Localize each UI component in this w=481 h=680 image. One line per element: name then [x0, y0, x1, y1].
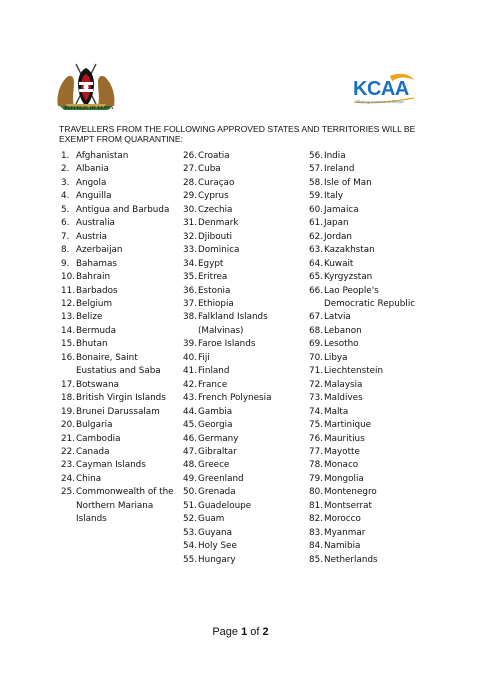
list-item-number: 31.: [183, 218, 197, 229]
list-item-number: 13.: [61, 312, 75, 323]
list-item: [61, 325, 179, 338]
list-item: [309, 352, 419, 365]
list-item-number: 17.: [61, 379, 75, 390]
list-item-country: Denmark: [198, 218, 239, 229]
list-item: [61, 244, 179, 257]
list-item-number: 35.: [183, 272, 197, 283]
list-item: [309, 258, 419, 271]
list-item-country: Greenland: [198, 473, 244, 484]
list-item-number: 5.: [61, 204, 70, 215]
list-item-number: 85.: [309, 554, 323, 565]
list-item: [61, 231, 179, 244]
list-item: [183, 231, 303, 244]
list-item-number: 29.: [183, 191, 197, 202]
list-item: [61, 419, 179, 432]
list-item: [61, 298, 179, 311]
list-item-number: 42.: [183, 379, 197, 390]
list-item-country: British Virgin Islands: [76, 393, 166, 404]
list-item: [309, 527, 419, 540]
list-item-number: 61.: [309, 218, 323, 229]
list-item-country: Japan: [324, 218, 349, 229]
list-item: [309, 325, 419, 338]
list-item-country: France: [198, 379, 228, 390]
list-item: [309, 231, 419, 244]
list-item-country: Croatia: [198, 151, 230, 161]
list-item-number: 54.: [183, 541, 197, 552]
list-item-number: 47.: [183, 446, 197, 457]
list-item-country: French Polynesia: [198, 393, 272, 404]
list-item-number: 30.: [183, 204, 197, 215]
list-item: [183, 513, 303, 526]
list-item: [183, 446, 303, 459]
list-item: [183, 177, 303, 190]
list-item: [309, 392, 419, 405]
list-item-number: 18.: [61, 393, 75, 404]
list-item-number: 28.: [183, 177, 197, 188]
list-item-number: 33.: [183, 245, 197, 256]
list-item-number: 64.: [309, 258, 323, 269]
list-item-number: 74.: [309, 406, 323, 417]
list-item: [309, 513, 419, 526]
list-item-number: 25.: [61, 487, 75, 498]
list-item-country: Bulgaria: [76, 420, 113, 431]
list-item: [183, 433, 303, 446]
list-item-number: 39.: [183, 339, 197, 350]
list-item: [309, 406, 419, 419]
list-item-country: Estonia: [198, 285, 231, 296]
list-item-country: Ireland: [324, 164, 355, 175]
list-item-number: 38.: [183, 312, 197, 323]
list-item: [183, 540, 303, 553]
list-item-number: 69.: [309, 339, 323, 350]
list-item-number: 32.: [183, 231, 197, 242]
list-item: [61, 379, 179, 392]
list-item-country: China: [76, 473, 102, 484]
list-item: [183, 217, 303, 230]
list-item-country: Afghanistan: [76, 151, 129, 161]
list-item-country: Guadeloupe: [198, 500, 252, 511]
list-item: [61, 258, 179, 271]
list-item-number: 20.: [61, 420, 75, 431]
list-item-country: Anguilla: [76, 191, 112, 202]
list-item-country: Albania: [76, 164, 109, 175]
list-item-country: Dominica: [198, 245, 240, 256]
list-item: [309, 338, 419, 351]
list-item-number: 26.: [183, 151, 197, 161]
list-item-number: 8.: [61, 245, 70, 256]
list-item-country: Guyana: [198, 527, 232, 538]
list-item-number: 60.: [309, 204, 323, 215]
list-item-country: Lao People's Democratic Republic: [324, 285, 416, 309]
list-item-country: Finland: [198, 366, 230, 377]
page-prefix: Page: [212, 626, 242, 638]
list-item: [61, 473, 179, 486]
list-item: [183, 365, 303, 378]
list-item-number: 16.: [61, 352, 75, 363]
list-item-country: Guam: [198, 514, 225, 525]
list-item-number: 79.: [309, 473, 323, 484]
list-item-country: Liechtenstein: [324, 366, 384, 377]
list-item-number: 10.: [61, 272, 75, 283]
list-item: [183, 352, 303, 365]
list-item-number: 56.: [309, 151, 323, 161]
list-item: [309, 500, 419, 513]
list-item-country: Faroe Islands: [198, 339, 256, 350]
list-item-number: 53.: [183, 527, 197, 538]
list-item-number: 43.: [183, 393, 197, 404]
list-item: [183, 311, 303, 338]
list-item-number: 9.: [61, 258, 70, 269]
country-column-2: [183, 150, 303, 567]
page-total: 2: [262, 626, 269, 638]
list-item: [309, 150, 419, 163]
list-item-number: 59.: [309, 191, 323, 202]
list-item-country: Netherlands: [324, 554, 378, 565]
list-item: [183, 459, 303, 472]
list-item-number: 77.: [309, 446, 323, 457]
list-item: [61, 406, 179, 419]
list-item-number: 23.: [61, 460, 75, 471]
list-item-country: Gibraltar: [198, 446, 237, 457]
document-heading: TRAVELLERS FROM THE FOLLOWING APPROVED STATES AND TERRITORIES WILL BE EXEMPT FROM QUARANTINE:: [59, 124, 416, 145]
list-item-country: Gambia: [198, 406, 233, 417]
list-item-number: 82.: [309, 514, 323, 525]
list-item-number: 58.: [309, 177, 323, 188]
list-item-number: 14.: [61, 325, 75, 336]
list-item-number: 37.: [183, 298, 197, 309]
list-item-country: Montserrat: [324, 500, 372, 511]
list-item-number: 49.: [183, 473, 197, 484]
list-item-country: Australia: [76, 218, 115, 229]
list-item-country: Libya: [324, 352, 348, 363]
list-item-number: 70.: [309, 352, 323, 363]
list-item-number: 50.: [183, 487, 197, 498]
list-item-country: Austria: [76, 231, 108, 242]
list-item: [183, 406, 303, 419]
list-item: [309, 163, 419, 176]
list-item: [309, 177, 419, 190]
list-item: [309, 244, 419, 257]
list-item-country: Belize: [76, 312, 103, 323]
list-item: [183, 419, 303, 432]
list-item-number: 71.: [309, 366, 323, 377]
list-item-number: 40.: [183, 352, 197, 363]
list-item: [183, 379, 303, 392]
list-item-country: Latvia: [324, 312, 351, 323]
list-item: [61, 311, 179, 324]
list-item-country: Djibouti: [198, 231, 233, 242]
coat-of-arms-caption: REPUBLIC OF KENYA: [64, 105, 114, 110]
list-item-number: 63.: [309, 245, 323, 256]
list-item-country: Cambodia: [76, 433, 121, 444]
list-item: [309, 486, 419, 499]
list-item: [309, 554, 419, 567]
list-item: [183, 258, 303, 271]
list-item-country: Italy: [324, 191, 344, 202]
page-number: [0, 626, 481, 638]
list-item: [183, 163, 303, 176]
list-item: [309, 540, 419, 553]
list-item-number: 2.: [61, 164, 70, 175]
list-item-number: 27.: [183, 164, 197, 175]
list-item: [61, 271, 179, 284]
list-item-country: Ethiopia: [198, 298, 234, 309]
list-item: [61, 150, 179, 163]
kcaa-tagline: Making aviation in Kenya: [356, 99, 404, 104]
list-item-country: Holy See: [198, 541, 237, 552]
kcaa-logo-text: KCAA: [353, 78, 409, 100]
list-item-country: Isle of Man: [324, 177, 372, 188]
list-item-country: Cuba: [198, 164, 221, 175]
list-item: [61, 392, 179, 405]
list-item-country: Egypt: [198, 258, 224, 269]
list-item-country: Grenada: [198, 487, 236, 498]
list-item-country: Malta: [324, 406, 349, 417]
list-item-country: Montenegro: [324, 487, 377, 498]
list-item-country: Malaysia: [324, 379, 363, 390]
list-item-country: Fiji: [198, 352, 210, 363]
list-item: [61, 163, 179, 176]
list-item: [61, 285, 179, 298]
list-item-number: 41.: [183, 366, 197, 377]
list-item-country: Kyrgyzstan: [324, 272, 373, 283]
list-item: [309, 379, 419, 392]
list-item-country: Antigua and Barbuda: [76, 204, 170, 215]
list-item: [183, 285, 303, 298]
list-item: [309, 271, 419, 284]
list-item: [183, 473, 303, 486]
list-item-country: Canada: [76, 446, 110, 457]
list-item-number: 1.: [61, 151, 70, 161]
list-item-country: Mayotte: [324, 446, 360, 457]
list-item-country: Falkland Islands (Malvinas): [198, 312, 268, 336]
list-item-number: 68.: [309, 325, 323, 336]
list-item-country: Curaçao: [198, 177, 235, 188]
list-item-number: 19.: [61, 406, 75, 417]
list-item-number: 12.: [61, 298, 75, 309]
list-item-number: 80.: [309, 487, 323, 498]
list-item: [183, 527, 303, 540]
list-item-country: Georgia: [198, 420, 233, 431]
list-item: [61, 338, 179, 351]
list-item-number: 66.: [309, 285, 323, 296]
list-item-country: Mongolia: [324, 473, 364, 484]
list-item: [309, 217, 419, 230]
list-item: [309, 190, 419, 203]
list-item-number: 7.: [61, 231, 70, 242]
list-item: [61, 446, 179, 459]
list-item-country: Hungary: [198, 554, 236, 565]
list-item-number: 55.: [183, 554, 197, 565]
list-item: [309, 419, 419, 432]
list-item-country: Czechia: [198, 204, 233, 215]
list-item-number: 21.: [61, 433, 75, 444]
list-item-country: Brunei Darussalam: [76, 406, 160, 417]
list-item-number: 57.: [309, 164, 323, 175]
list-item-country: Bahrain: [76, 272, 111, 283]
list-item-number: 62.: [309, 231, 323, 242]
list-item-number: 84.: [309, 541, 323, 552]
list-item-country: Bermuda: [76, 325, 117, 336]
list-item-country: Mauritius: [324, 433, 365, 444]
list-item-number: 46.: [183, 433, 197, 444]
list-item-country: Azerbaijan: [76, 245, 123, 256]
list-item-country: Angola: [76, 177, 107, 188]
list-item-country: Maldives: [324, 393, 363, 404]
list-item-number: 4.: [61, 191, 70, 202]
list-item-number: 15.: [61, 339, 75, 350]
list-item-number: 11.: [61, 285, 75, 296]
list-item-country: Barbados: [76, 285, 118, 296]
list-item-number: 78.: [309, 460, 323, 471]
list-item-country: Jordan: [324, 231, 352, 242]
list-item: [183, 554, 303, 567]
list-item: [309, 365, 419, 378]
list-item: [309, 459, 419, 472]
list-item: [61, 433, 179, 446]
country-column-1: [61, 150, 179, 527]
list-item-number: 34.: [183, 258, 197, 269]
list-item: [183, 204, 303, 217]
list-item-country: Commonwealth of the Northern Mariana Islands: [76, 487, 174, 525]
list-item-number: 73.: [309, 393, 323, 404]
list-item: [183, 500, 303, 513]
list-item-number: 52.: [183, 514, 197, 525]
list-item-country: Germany: [198, 433, 239, 444]
list-item-country: Cyprus: [198, 191, 229, 202]
list-item-country: Bonaire, Saint Eustatius and Saba: [76, 352, 161, 377]
list-item: [183, 338, 303, 351]
list-item: [61, 190, 179, 203]
list-item-number: 44.: [183, 406, 197, 417]
list-item: [61, 486, 179, 526]
list-item-country: India: [324, 151, 346, 161]
list-item-number: 48.: [183, 460, 197, 471]
list-item-number: 6.: [61, 218, 70, 229]
list-item: [183, 298, 303, 311]
list-item: [61, 459, 179, 472]
list-item-country: Monaco: [324, 460, 359, 471]
list-item-number: 76.: [309, 433, 323, 444]
list-item-number: 45.: [183, 420, 197, 431]
list-item-number: 72.: [309, 379, 323, 390]
list-item: [183, 190, 303, 203]
list-item-country: Kuwait: [324, 258, 354, 269]
list-item: [183, 486, 303, 499]
list-item: [309, 473, 419, 486]
list-item-number: 81.: [309, 500, 323, 511]
list-item-country: Bhutan: [76, 339, 108, 350]
list-item-country: Botswana: [76, 379, 120, 390]
list-item-country: Martinique: [324, 420, 372, 431]
list-item-country: Myanmar: [324, 527, 366, 538]
list-item: [309, 285, 419, 312]
list-item: [309, 446, 419, 459]
list-item: [61, 352, 179, 379]
list-item-country: Morocco: [324, 514, 361, 525]
page-current: 1: [241, 626, 248, 638]
list-item: [309, 204, 419, 217]
list-item-country: Belgium: [76, 298, 113, 309]
list-item: [183, 392, 303, 405]
list-item: [61, 217, 179, 230]
list-item-country: Greece: [198, 460, 230, 471]
list-item-country: Lebanon: [324, 325, 362, 336]
list-item-number: 75.: [309, 420, 323, 431]
list-item: [183, 150, 303, 163]
list-item-number: 36.: [183, 285, 197, 296]
list-item-number: 3.: [61, 177, 70, 188]
list-item-country: Kazakhstan: [324, 245, 375, 256]
list-item: [183, 244, 303, 257]
list-item-country: Cayman Islands: [76, 460, 146, 471]
list-item-number: 24.: [61, 473, 75, 484]
list-item: [309, 433, 419, 446]
list-item-country: Eritrea: [198, 272, 228, 283]
page-separator: of: [247, 626, 263, 638]
list-item: [309, 311, 419, 324]
list-item: [183, 271, 303, 284]
list-item-number: 65.: [309, 272, 323, 283]
list-item-country: Lesotho: [324, 339, 359, 350]
list-item: [61, 177, 179, 190]
list-item-number: 67.: [309, 312, 323, 323]
list-item-country: Bahamas: [76, 258, 117, 269]
list-item-country: Jamaica: [324, 204, 359, 215]
country-column-3: [309, 150, 419, 567]
list-item-country: Namibia: [324, 541, 361, 552]
list-item-number: 22.: [61, 446, 75, 457]
list-item: [61, 204, 179, 217]
list-item-number: 83.: [309, 527, 323, 538]
list-item-number: 51.: [183, 500, 197, 511]
